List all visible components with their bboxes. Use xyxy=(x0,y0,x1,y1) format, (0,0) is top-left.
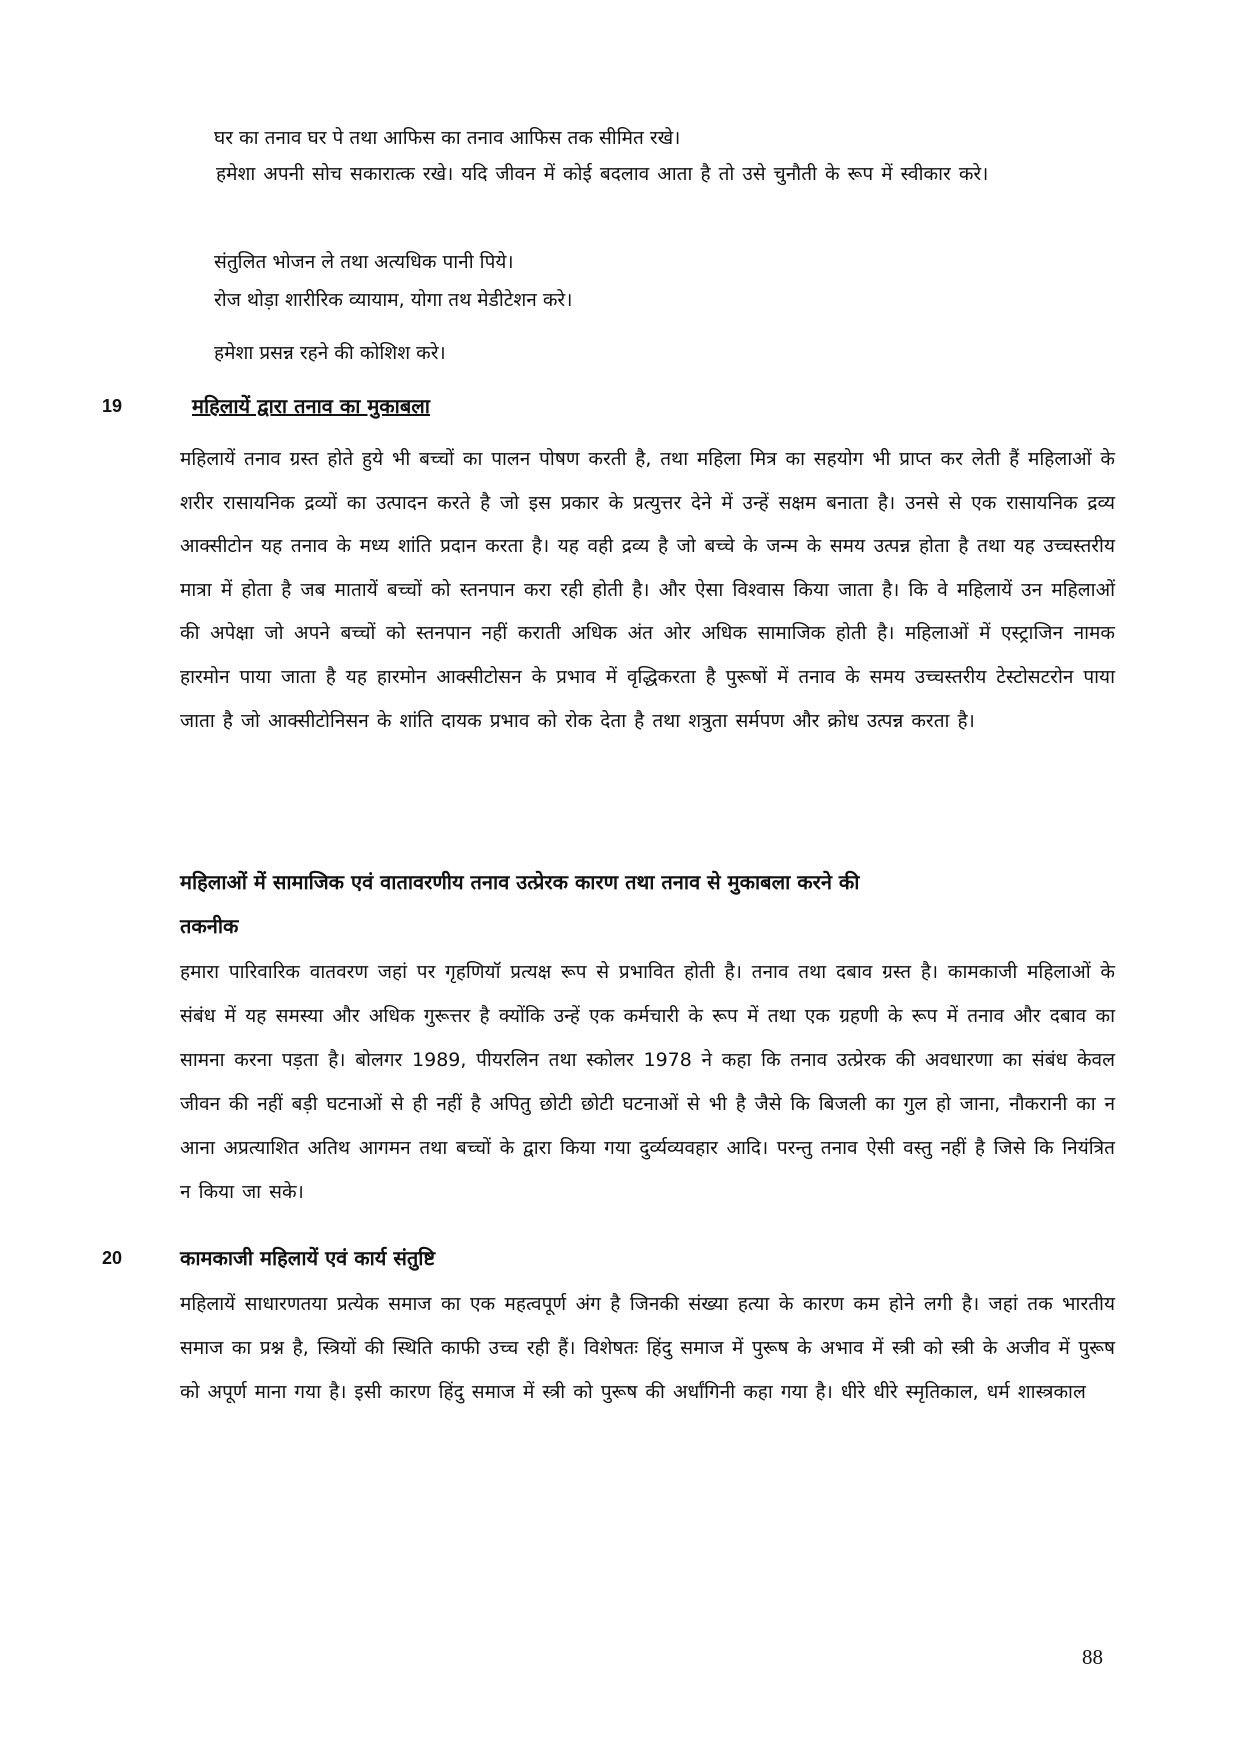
section-20-title: कामकाजी महिलायें एवं कार्य संतुष्टि xyxy=(180,1246,436,1270)
subsection-paragraph: हमारा पारिवारिक वातवरण जहां पर गृहणियॉ प्रत्यक्ष रूप से प्रभावित होती है। तनाव तथा दबाव ग्रस्त है। कामकाजी महिलाओं के संबंध में यह समस्या और अधिक गुरूत्तर है क्योंकि उन्हें एक कर्मचारी के रूप में तथा एक ग्रहणी के रूप में तनाव और दबाव का सामना करना पड़ता है। बोलगर 1989, पीयरलिन तथा स्कोलर 1978 ने कहा कि तनाव उत्प्रेरक की अवधारणा का संबंध केवल जीवन की नहीं बड़ी घटनाओं से ही नहीं है अपितु छोटी छोटी घटनाओं से भी है जैसे कि बिजली का गुल हो जाना, नौकरानी का न आना अप्रत्याशित अतिथ आगमन तथा बच्चों के द्वारा किया गया दुर्व्यव्यवहार आदि। परन्तु तनाव ऐसी वस्तु नहीं है जिसे कि नियंत्रित न किया जा सके। xyxy=(180,961,1115,1203)
page-number: 88 xyxy=(1082,1645,1103,1669)
section-20-paragraph: महिलायें साधारणतया प्रत्येक समाज का एक महत्वपूर्ण अंग है जिनकी संख्या हत्या के कारण कम होने लगी है। जहां तक भारतीय समाज का प्रश्न है, स्त्रियों की स्थिति काफी उच्च रही हैं। विशेषतः हिंदु समाज में पुरूष के अभाव में स्त्री को स्त्री के अजीव में पुरूष को अपूर्ण माना गया है। इसी कारण हिंदु समाज में स्त्री को पुरूष की अर्धांगिनी कहा गया है। धीरे धीरे स्मृतिकाल, धर्म शास्त्रकाल xyxy=(180,1293,1115,1403)
intro-line-2-block xyxy=(176,152,1114,196)
intro-line-4: रोज थोड़ा शारीरिक व्यायाम, योगा तथ मेडीटेशन करे। xyxy=(214,289,573,311)
section-20-number: 20 xyxy=(102,1248,123,1268)
section-19-title: महिलायें द्वारा तनाव का मुकाबला xyxy=(192,394,430,418)
section-19-number: 19 xyxy=(102,396,123,416)
section-19-paragraph: महिलायें तनाव ग्रस्त होते हुये भी बच्चों का पालन पोषण करती है, तथा महिला मित्र का सहयोग भी प्राप्त कर लेती हैं महिलाओं के शरीर रासायनिक द्रव्यों का उत्पादन करते है जो इस प्रकार के प्रत्युत्तर देने में उन्हें सक्षम बनाता है। उनसे से एक रासायनिक द्रव्य आक्सीटोन यह तनाव के मध्य शांति प्रदान करता है। यह वही द्रव्य है जो बच्चे के जन्म के समय उत्पन्न होता है तथा यह उच्चस्तरीय मात्रा में होता है जब मातायें बच्चों को स्तनपान करा रही होती है। और ऐसा विश्वास किया जाता है। कि वे महिलायें उन महिलाओं की अपेक्षा जो अपने बच्चों को स्तनपान नहीं कराती अधिक अंत ओर अधिक सामाजिक होती है। महिलाओं में एस्ट्राजिन नामक हारमोन पाया जाता है यह हारमोन आक्सीटोसन के प्रभाव में वृद्धिकरता है पुरूषों में तनाव के समय उच्चस्तरीय टेस्टोसटरोन पाया जाता है जो आक्सीटोनिसन के शांति दायक प्रभाव को रोक देता है तथा शत्रुता सर्मपण और क्रोध उत्पन्न करता है। xyxy=(180,448,1115,732)
subsection-title-line-1: महिलाओं में सामाजिक एवं वातावरणीय तनाव उत्प्रेरक कारण तथा तनाव से मुकाबला करने की xyxy=(180,870,860,894)
intro-line-5: हमेशा प्रसन्न रहने की कोशिश करे। xyxy=(214,342,446,364)
intro-line-2: हमेशा अपनी सोच सकारात्क रखे। यदि जीवन में कोई बदलाव आता है तो उसे चुनौती के रूप में स्वीकार करे। xyxy=(216,163,989,185)
intro-line-1: घर का तनाव घर पे तथा आफिस का तनाव आफिस तक सीमित रखे। xyxy=(214,127,681,149)
intro-line-3: संतुलित भोजन ले तथा अत्यधिक पानी पिये। xyxy=(214,251,514,273)
subsection-title xyxy=(180,860,1115,948)
subsection-title-line-2: तकनीक xyxy=(180,914,239,938)
